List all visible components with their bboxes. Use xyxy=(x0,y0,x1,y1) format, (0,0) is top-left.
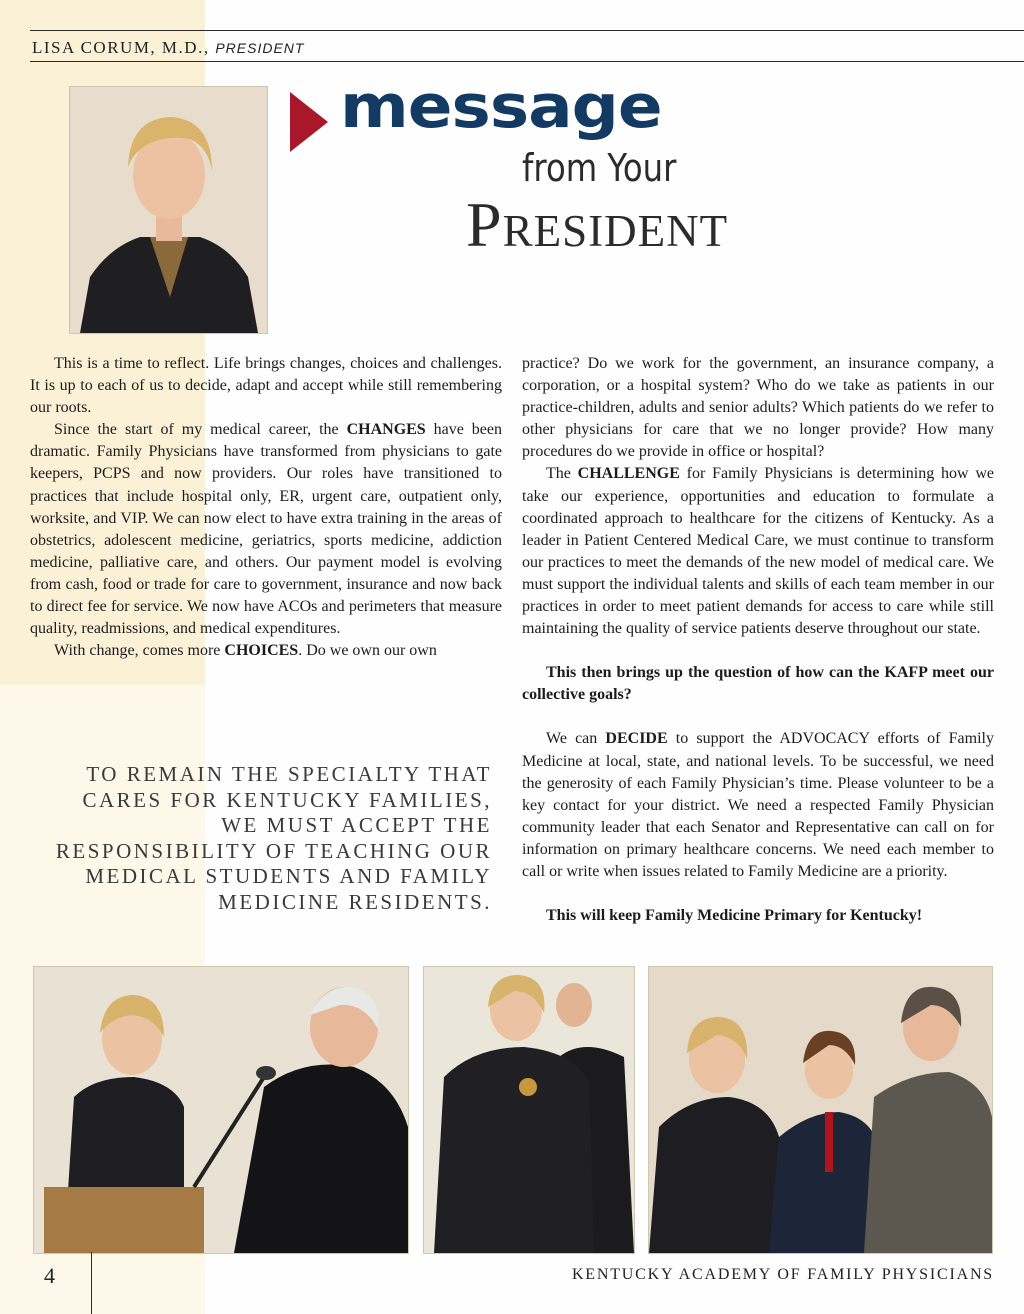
paragraph-question: This then brings up the question of how can the KAFP meet our collective goals? xyxy=(522,664,994,704)
keyword-choices: CHOICES xyxy=(224,642,299,660)
text-span: We can xyxy=(546,730,606,748)
paragraph-changes xyxy=(30,419,502,640)
title-message: message xyxy=(340,72,662,142)
portrait-figure xyxy=(70,87,267,333)
photo-oath-ceremony xyxy=(33,966,409,1254)
paragraph-challenge xyxy=(522,463,994,640)
photo-family-figures xyxy=(649,967,992,1253)
keyword-challenge: CHALLENGE xyxy=(577,465,680,483)
title-from-your: from Your xyxy=(522,146,677,190)
header-author xyxy=(32,38,304,58)
paragraph-decide xyxy=(522,728,994,883)
header-name: LISA CORUM, M.D., xyxy=(32,38,210,57)
photo-family xyxy=(648,966,993,1254)
paragraph-practice: practice? Do we work for the government, an insurance company, a corporation, or a hospital system? Who do we take as patients in our practice-children, adults and senior adults? Which patients do we refer to other physicians for care that we no longer provide? How many procedures do we provide in office or hospital? xyxy=(522,355,994,461)
page-number: 4 xyxy=(44,1263,55,1288)
president-portrait-photo xyxy=(69,86,268,334)
text-span: Since the start of my medical career, the xyxy=(54,421,347,439)
photo-medal-figures xyxy=(424,967,634,1253)
header-rule-bottom xyxy=(30,61,1024,62)
header-role: PRESIDENT xyxy=(215,40,305,56)
footer-organization: KENTUCKY ACADEMY OF FAMILY PHYSICIANS xyxy=(571,1266,994,1283)
text-span: The xyxy=(546,465,578,483)
photo-oath-figures xyxy=(34,967,408,1253)
text-span: have been dramatic. Family Physicians have transformed from physicians to gate keepers, PCPS and now providers. Our roles have transitioned to practices that include hospital only, ER, urgent care, outpatient only, worksite, and VIP. We can now elect to have extra training in the areas of obstetrics, adolescent medicine, geriatrics, sports medicine, addiction medicine, palliative care, and others. Our payment model is evolving from cash, food or trade for care to government, insurance and now back to direct fee for service. We now have ACOs and perimeters that measure quality, readmissions, and medical expenditures. xyxy=(30,421,502,638)
article-right-column xyxy=(522,353,994,927)
paragraph-closing: This will keep Family Medicine Primary for Kentucky! xyxy=(546,907,923,925)
article-left-column xyxy=(30,353,502,662)
text-span: for Family Physicians is determining how we take our experience, opportunities and education to formulate a coordinated approach to healthcare for the citizens of Kentucky. As a leader in Patient Centered Medical Care, we must continue to transform our practices to meet the demands of the new model of medical care. We must support the individual talents and skills of each team member in our practices in order to meet patient demands for access to care while still maintaining the quality of service patients deserve throughout our state. xyxy=(522,465,994,638)
text-span: With change, comes more xyxy=(54,642,225,660)
header-rule-top xyxy=(30,30,1024,31)
photo-medal-ceremony xyxy=(423,966,635,1254)
keyword-decide: DECIDE xyxy=(605,730,668,748)
paragraph-choices xyxy=(30,640,502,662)
title-arrow-icon xyxy=(290,92,330,152)
paragraph-reflect: This is a time to reflect. Life brings changes, choices and challenges. It is up to each of us to decide, adapt and accept while still remembering our roots. xyxy=(30,355,502,417)
footer-divider xyxy=(91,1252,92,1314)
pull-quote: TO REMAIN THE SPECIALTY THAT CARES FOR KENTUCKY FAMILIES, WE MUST ACCEPT THE RESPONSIBILITY OF TEACHING OUR MEDICAL STUDENTS AND FAMILY MEDICINE RESIDENTS. xyxy=(55,762,492,914)
text-span: . Do we own our own xyxy=(298,642,437,660)
keyword-changes: CHANGES xyxy=(346,421,426,439)
text-span: to support the ADVOCACY efforts of Family Medicine at local, state, and national levels. To be successful, we need the generosity of each Family Physician’s time. Please volunteer to be a key contact for your district. We need a respected Family Physician community leader that each Senator and Representative can call on for information on primary healthcare concerns. We need each member to call or write when issues related to Family Medicine are a priority. xyxy=(522,730,994,880)
title-president: President xyxy=(466,189,729,260)
